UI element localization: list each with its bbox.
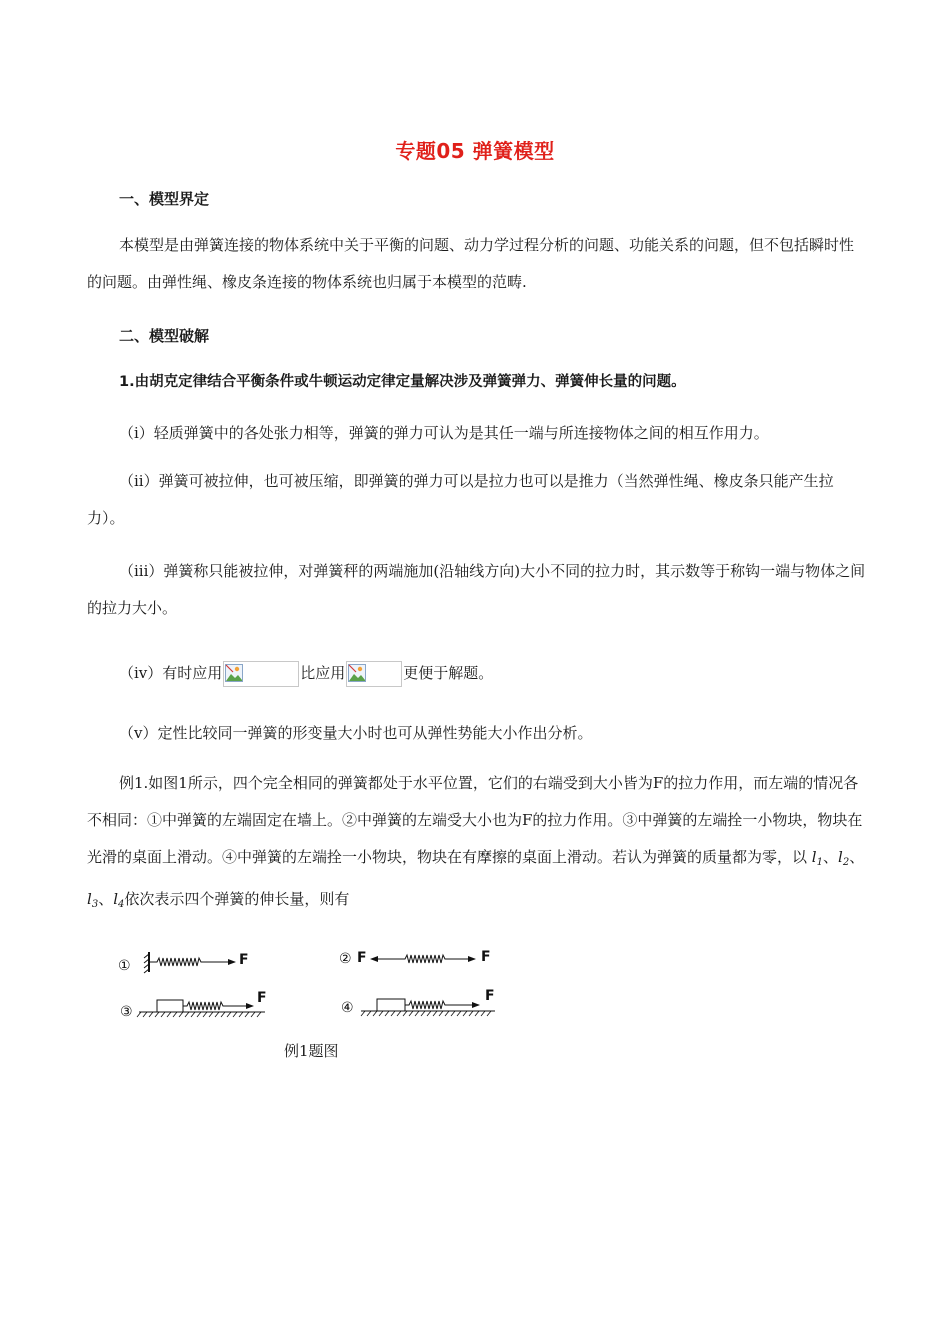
symbol-l1: $l_1$ (811, 848, 823, 868)
force-label-3: F (257, 990, 267, 1006)
point-iv-text-a: （iv）有时应用 (119, 664, 223, 682)
figure-label-2: ② (339, 951, 352, 967)
spring-3 (183, 1002, 227, 1010)
broken-image-icon (348, 664, 366, 682)
figure-label-4: ④ (341, 1000, 354, 1016)
example-1-body: 例1.如图1所示，四个完全相同的弹簧都处于水平位置，它们的右端受到大小皆为F的拉力作用，而左端的情况各不相同：①中弹簧的左端固定在墙上。②中弹簧的左端受大小也为F的拉力作用。③中弹簧的左端拴一小物块，物块在光滑的桌面上滑动。④中弹簧的左端拴一小物块，物块在有摩擦的桌面上滑动。若认为弹簧的质量都为零，以 (87, 774, 863, 866)
broken-image-placeholder (346, 661, 402, 687)
broken-image-icon (225, 664, 243, 682)
spring-figure (115, 940, 515, 1025)
table-surface-3 (137, 1012, 261, 1017)
definition-paragraph: 本模型是由弹簧连接的物体系统中关于平衡的问题、动力学过程分析的问题、功能关系的问题，但不包括瞬时性的问题。由弹性绳、橡皮条连接的物体系统也归属于本模型的范畴. (87, 236, 855, 291)
figure-caption: 例1题图 (284, 1042, 339, 1060)
force-label-2a: F (357, 950, 367, 966)
point-iv (87, 655, 867, 692)
force-label-2b: F (481, 949, 491, 965)
block-3 (157, 1000, 183, 1012)
force-label-4: F (485, 988, 495, 1004)
symbol-l2: $l_2$ (838, 848, 850, 868)
point-iii: （iii）弹簧称只能被拉伸，对弹簧秤的两端施加(沿轴线方向)大小不同的拉力时，其示数等于称钩一端与物体之间的拉力大小。 (87, 562, 866, 617)
document-title: 专题05 弹簧模型 (395, 139, 555, 163)
point-i: （i）轻质弹簧中的各处张力相等，弹簧的弹力可认为是其任一端与所连接物体之间的相互作用力。 (119, 424, 769, 442)
section-heading-definition: 一、模型界定 (119, 190, 210, 208)
symbol-l4: $l_4$ (113, 890, 125, 910)
broken-image-placeholder (223, 661, 299, 687)
symbol-l3: $l_3$ (87, 890, 99, 910)
example-1-tail: 依次表示四个弹簧的伸长量，则有 (124, 890, 350, 908)
figure-label-1: ① (118, 958, 131, 974)
subsection-heading-hooke: 1.由胡克定律结合平衡条件或牛顿运动定律定量解决涉及弹簧弹力、弹簧伸长量的问题。 (119, 374, 686, 390)
point-ii: （ii）弹簧可被拉伸，也可被压缩，即弹簧的弹力可以是拉力也可以是推力（当然弹性绳、橡皮条只能产生拉力）。 (87, 472, 834, 527)
point-iv-text-b: 比应用 (300, 664, 346, 682)
wall-icon (144, 952, 149, 973)
force-label-1: F (239, 952, 249, 968)
example-1-text: 例1.如图1所示，四个完全相同的弹簧都处于水平位置，它们的右端受到大小皆为F的拉力作用，而左端的情况各不相同：①中弹簧的左端固定在墙上。②中弹簧的左端受大小也为F的拉力作用。③中弹簧的左端拴一小物块，物块在光滑的桌面上滑动。④中弹簧的左端拴一小物块，物块在有摩擦的桌面上滑动。若认为弹簧的质量都为零，以 $l_1$、$l_2$、$l_3$、$l_4$依次表示四个弹簧的伸长量，则有 (87, 774, 865, 910)
point-v: （v）定性比较同一弹簧的形变量大小时也可从弹性势能大小作出分析。 (119, 724, 593, 742)
spring-4 (405, 1001, 449, 1009)
spring-1 (150, 958, 207, 966)
point-iv-text-c: 更便于解题。 (403, 664, 494, 682)
section-heading-solution: 二、模型破解 (119, 327, 210, 345)
block-4 (377, 999, 405, 1011)
spring-2 (399, 955, 451, 963)
figure-label-3: ③ (120, 1004, 133, 1020)
table-surface-4 (361, 1011, 491, 1016)
